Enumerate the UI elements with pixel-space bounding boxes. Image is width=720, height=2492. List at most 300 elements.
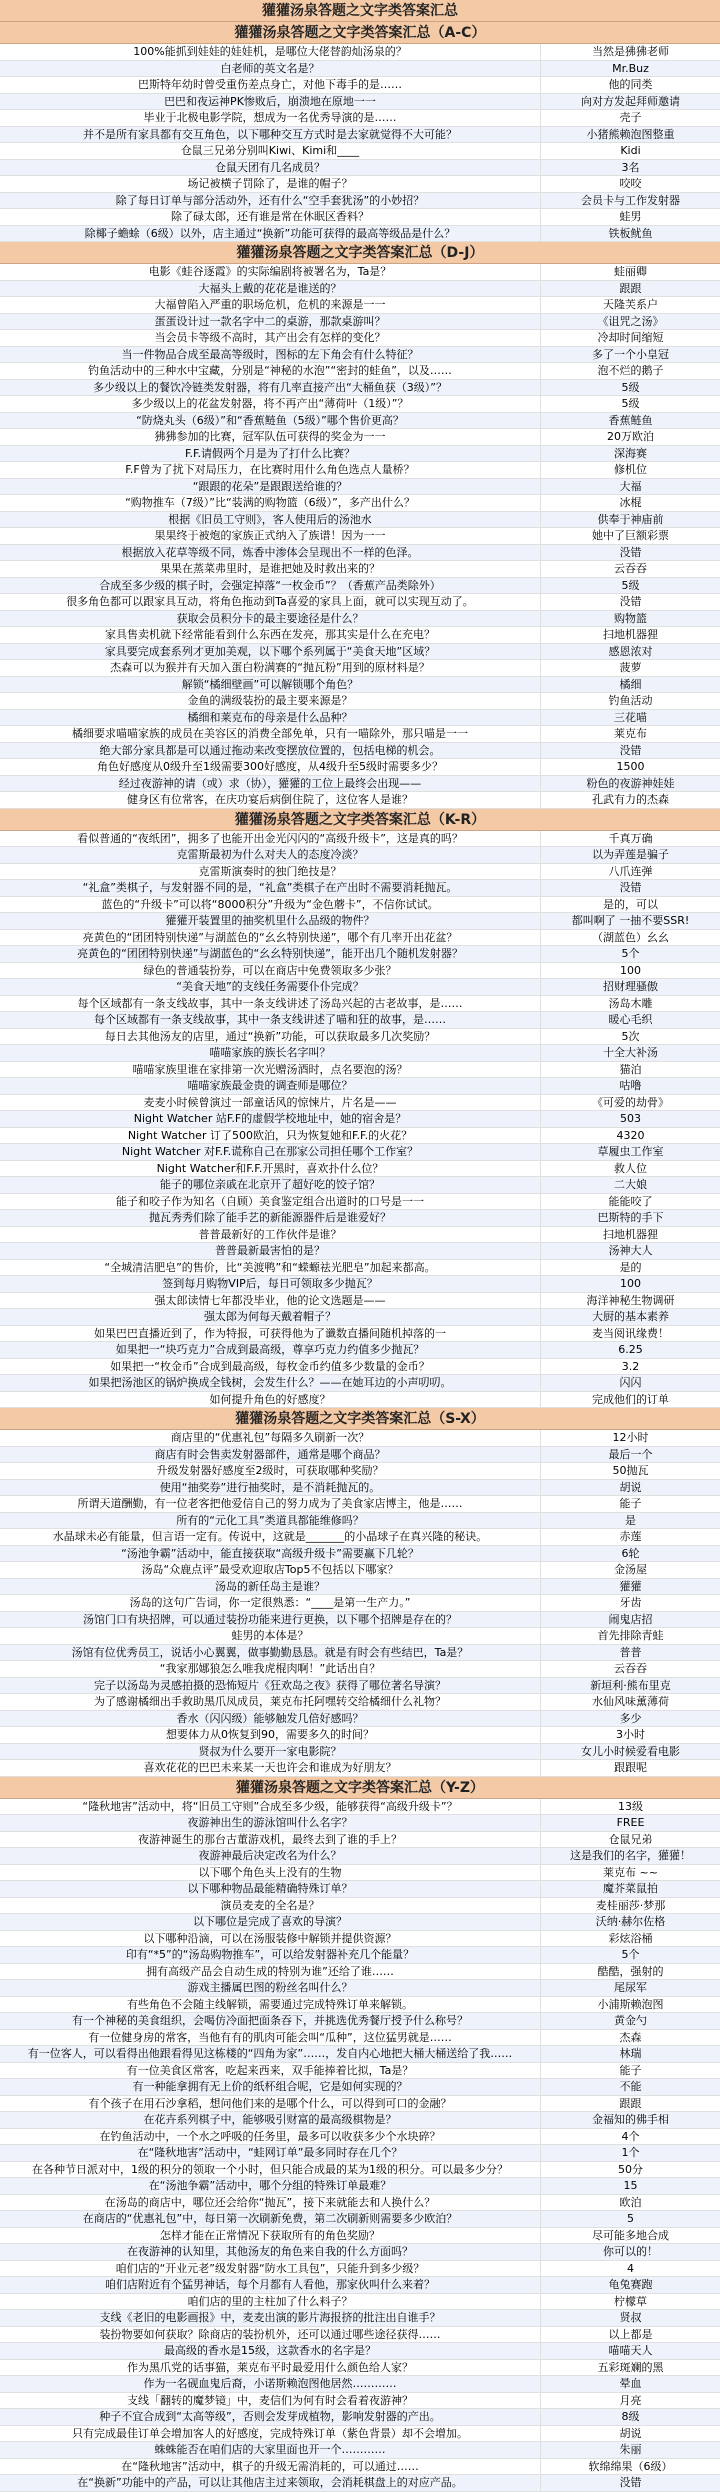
answer-cell: 酷酷，强射的 bbox=[540, 1964, 720, 1980]
answer-cell: 咕噜 bbox=[540, 1078, 720, 1094]
answer-cell: 能能咬了 bbox=[540, 1194, 720, 1210]
question-cell: Night Watcher 订了500欧泊，只为恢复她和F.F.的火花？ bbox=[127, 1128, 413, 1142]
question-cell: 在“换新”功能中的产品，可以让其他店主过来领取，会消耗棋盘上的对应产品。 bbox=[77, 2476, 463, 2489]
qa-row bbox=[0, 380, 720, 397]
question-cell: 獾獾开装置里的抽奖机里什么品级的物件？ bbox=[165, 914, 375, 927]
qa-row bbox=[0, 1513, 720, 1530]
qa-row bbox=[0, 2310, 720, 2327]
answer-cell: 能子 bbox=[540, 2063, 720, 2079]
qa-row bbox=[0, 1694, 720, 1711]
section bbox=[0, 0, 720, 22]
question-cell: 使用“抽奖券”进行抽奖时，是不消耗抛瓦的。 bbox=[159, 1480, 381, 1494]
answer-cell: 多了一个小皇冠 bbox=[540, 347, 720, 363]
qa-row bbox=[0, 880, 720, 897]
question-cell: 橘细要求喵喵家族的成员在美容区的消费全部免单，只有一喵除外，那只喵是一一 bbox=[72, 727, 468, 740]
qa-row bbox=[0, 110, 720, 127]
qa-row bbox=[0, 578, 720, 595]
question-cell: F.F曾为了扰下对局压力，在比赛时用什么角色选点人量桥？ bbox=[125, 463, 415, 476]
answer-cell: 麦当阅讯缘费！ bbox=[540, 1326, 720, 1342]
answer-cell: 蛙丽卿 bbox=[540, 264, 720, 280]
qa-row bbox=[0, 2327, 720, 2344]
question-cell: 在“汤池争霸”活动中，哪个分组的特殊订单最难？ bbox=[148, 2179, 392, 2192]
qa-row bbox=[0, 1799, 720, 1816]
answer-cell: 五彩斑斓的黑 bbox=[540, 2360, 720, 2376]
qa-row bbox=[0, 1612, 720, 1629]
qa-row bbox=[0, 1210, 720, 1227]
answer-cell: 二大娘 bbox=[540, 1177, 720, 1193]
answer-cell: 杰森 bbox=[540, 2030, 720, 2046]
question-cell: 如何提升角色的好感度？ bbox=[209, 1392, 331, 1406]
answer-cell: 粉色的夜游神娃娃 bbox=[540, 776, 720, 792]
answer-cell: 海洋神秘生物调研 bbox=[540, 1293, 720, 1309]
answer-cell: 胡说 bbox=[540, 2426, 720, 2442]
qa-row bbox=[0, 1661, 720, 1678]
qa-row bbox=[0, 495, 720, 512]
question-cell: 普普最新最害怕的是？ bbox=[215, 1244, 325, 1257]
answer-cell: 草履虫工作室 bbox=[540, 1144, 720, 1160]
qa-row bbox=[0, 726, 720, 743]
qa-row bbox=[0, 2096, 720, 2113]
question-cell: “隆秋地害”活动中，将“旧员工守则”合成至多少级，能够获得“高级升级卡”？ bbox=[82, 1799, 458, 1813]
question-cell: 强太郎为何每天戴着帽子？ bbox=[204, 1310, 336, 1323]
answer-cell: 闹鬼店招 bbox=[540, 1612, 720, 1628]
answer-cell: 能子 bbox=[540, 1496, 720, 1512]
question-cell: 咱们店附近有个猛男神话，每个月都有人看他，那家伙叫什么来着？ bbox=[105, 2278, 435, 2291]
section-title: 獾獾汤泉答题之文字类答案汇总（K-R） bbox=[0, 809, 720, 831]
qa-row bbox=[0, 913, 720, 930]
qa-row bbox=[0, 1447, 720, 1464]
answer-cell: 503 bbox=[540, 1111, 720, 1127]
answer-cell: 软绵绵果（6级） bbox=[540, 2459, 720, 2475]
answer-cell: 完成他们的订单 bbox=[540, 1392, 720, 1408]
qa-row bbox=[0, 512, 720, 529]
answer-cell: 汤神大人 bbox=[540, 1243, 720, 1259]
question-cell: 汤馆有位优秀员工，说话小心翼翼，做事勤勤恳恳。就是有时会有些结巴，Ta是？ bbox=[71, 1645, 469, 1659]
answer-cell: 獾獾 bbox=[540, 1579, 720, 1595]
question-cell: 很多角色都可以跟家具互动，将角色拖动到Ta喜爱的家具上面，就可以实现互动了。 bbox=[66, 595, 474, 608]
qa-row bbox=[0, 429, 720, 446]
qa-row bbox=[0, 1980, 720, 1997]
qa-row bbox=[0, 897, 720, 914]
qa-row bbox=[0, 2046, 720, 2063]
qa-row bbox=[0, 743, 720, 760]
answer-cell: 跟跟 bbox=[540, 2096, 720, 2112]
question-cell: 汤馆门口有块招牌，可以通过装扮功能来进行更换，以下哪个招牌是存在的？ bbox=[83, 1612, 457, 1626]
qa-row bbox=[0, 644, 720, 661]
qa-row bbox=[0, 226, 720, 243]
qa-row bbox=[0, 1375, 720, 1392]
qa-row bbox=[0, 2376, 720, 2393]
qa-row bbox=[0, 297, 720, 314]
question-cell: 夜游神出生的游泳馆叫什么名字？ bbox=[187, 1816, 353, 1829]
question-cell: 有一位美食区常客，吃起来西来，双手能捧着比拟，Ta是？ bbox=[126, 2063, 414, 2077]
answer-cell: 100 bbox=[540, 1276, 720, 1292]
qa-row bbox=[0, 2063, 720, 2080]
section bbox=[0, 242, 720, 809]
qa-row bbox=[0, 2030, 720, 2047]
answer-cell: 柠檬草 bbox=[540, 2294, 720, 2310]
question-cell: 克雷斯最初为什么对夫人的态度冷淡？ bbox=[176, 848, 364, 861]
answer-cell: 小浦斯赖泡图 bbox=[540, 1997, 720, 2013]
question-cell: Night Watcher 站F.F的虚假学校地址中，她的宿舍是？ bbox=[133, 1112, 407, 1125]
question-cell: 在钓鱼活动中，一个水之呼吸的任务里，最多可以收获多少个水块碎？ bbox=[99, 2129, 441, 2143]
qa-row bbox=[0, 1463, 720, 1480]
question-cell: “汤池争霸”活动中，能直接获取“高级升级卡”需要赢下几轮？ bbox=[121, 1546, 419, 1560]
answer-cell: FREE bbox=[540, 1815, 720, 1831]
answer-cell: 菠萝 bbox=[540, 660, 720, 676]
question-cell: 蓝色的“升级卡”可以将“8000积分”升级为“金色蘑卡”，不信你试试。 bbox=[101, 897, 439, 911]
question-cell: 蛋蛋设计过一款名字中二的桌游，那款桌游叫？ bbox=[154, 314, 386, 328]
answer-cell: 贤叔 bbox=[540, 2310, 720, 2326]
question-cell: 印有“*5”的“汤岛购物推车”，可以给发射器补充几个能量？ bbox=[125, 1948, 415, 1961]
answer-cell: 蛙男 bbox=[540, 209, 720, 225]
answer-cell: 5个 bbox=[540, 946, 720, 962]
answer-cell: 大厨的基本素养 bbox=[540, 1309, 720, 1325]
answer-cell: Mr.Buz bbox=[540, 61, 720, 77]
qa-row bbox=[0, 1045, 720, 1062]
qa-row bbox=[0, 831, 720, 848]
qa-row bbox=[0, 2079, 720, 2096]
question-cell: 除了碌太郎，还有谁是常在休眠区香料？ bbox=[171, 210, 369, 223]
answer-cell: 不能 bbox=[540, 2079, 720, 2095]
question-cell: “美食天地”的支线任务需要仆仆完成？ bbox=[176, 980, 364, 993]
question-cell: Night Watcher 对F.F.谎称自己在那家公司担任哪个工作室？ bbox=[121, 1145, 419, 1158]
qa-row bbox=[0, 264, 720, 281]
section-title: 獾獾汤泉答题之文字类答案汇总（Y-Z） bbox=[0, 1777, 720, 1799]
answer-cell: 喵喵天人 bbox=[540, 2343, 720, 2359]
answer-cell: 没错 bbox=[540, 880, 720, 896]
question-cell: 多少级以上的花盆发射器，将不再产出“薄荷叶（1级）”？ bbox=[131, 397, 409, 410]
answer-cell: 当然是狒狒老师 bbox=[540, 44, 720, 60]
qa-row bbox=[0, 347, 720, 364]
question-cell: 以下哪个角色头上没有的生物 bbox=[198, 1865, 342, 1879]
qa-row bbox=[0, 1815, 720, 1832]
section-title: 獾獾汤泉答题之文字类答案汇总（S-X） bbox=[0, 1408, 720, 1430]
question-cell: 有一位客人，可以看得出他跟看得见这栋楼的“四角为家”……，发自内心地把大桶大桶送给了我…… bbox=[27, 2047, 513, 2060]
answer-cell: 多少 bbox=[540, 1711, 720, 1727]
qa-row bbox=[0, 792, 720, 809]
question-cell: 怎样才能在正常情况下获取所有的角色奖励？ bbox=[160, 2228, 380, 2242]
answer-cell: 铁板鱿鱼 bbox=[540, 226, 720, 242]
answer-cell: 《诅咒之汤》 bbox=[540, 314, 720, 330]
question-cell: 抛瓦秀秀们除了能手艺的新能源器件后是谁爱好？ bbox=[149, 1211, 391, 1224]
qa-row bbox=[0, 1562, 720, 1579]
question-cell: F.F.请假两个月是为了打什么比赛？ bbox=[184, 446, 356, 460]
qa-row bbox=[0, 462, 720, 479]
answer-cell: 100 bbox=[540, 963, 720, 979]
answer-cell: 赤莲 bbox=[540, 1529, 720, 1545]
answer-cell: 彩炫浴桶 bbox=[540, 1931, 720, 1947]
qa-row bbox=[0, 1848, 720, 1865]
answer-cell: Kidi bbox=[540, 143, 720, 159]
question-cell: 多少级以上的餐饮冷链类发射器，将有几率直接产出“大桶鱼获（3级）”？ bbox=[93, 380, 447, 394]
answer-cell: 5 bbox=[540, 2211, 720, 2227]
answer-cell: 以上都是 bbox=[540, 2327, 720, 2343]
section-title: 獾獾汤泉答题之文字类答案汇总（A-C） bbox=[0, 22, 720, 44]
answer-cell: 金福知的佛手相 bbox=[540, 2112, 720, 2128]
question-cell: 狒狒参加的比赛，冠军队伍可获得的奖金为一一 bbox=[154, 430, 386, 443]
answer-cell: 巴斯特的手下 bbox=[540, 1210, 720, 1226]
answer-cell: 会员卡与工作发射器 bbox=[540, 193, 720, 209]
question-cell: 除了每日订单与部分活动外，还有什么“空手套犹汤”的小妙招？ bbox=[115, 193, 425, 207]
answer-cell: 首先排除青蛙 bbox=[540, 1628, 720, 1644]
qa-row bbox=[0, 1293, 720, 1310]
question-cell: 夜游神最后决定改名为什么？ bbox=[198, 1849, 342, 1862]
question-cell: 毕业于北极电影学院，想成为一名优秀导演的是…… bbox=[143, 111, 397, 124]
qa-row bbox=[0, 1095, 720, 1112]
question-cell: 为了感谢橘细出手救助黑爪凤成员，莱克布托阿嘿转交给橘细什么礼物？ bbox=[94, 1695, 446, 1708]
qa-row bbox=[0, 2244, 720, 2261]
answer-cell: 你可以的！ bbox=[540, 2244, 720, 2260]
question-cell: 强太郎读情七年都没毕业，他的论文选题是—— bbox=[154, 1293, 386, 1307]
qa-row bbox=[0, 1711, 720, 1728]
section bbox=[0, 809, 720, 1409]
answer-cell: 云吞吞 bbox=[540, 1661, 720, 1677]
answer-cell: 龟兔赛跑 bbox=[540, 2277, 720, 2293]
question-cell: 以下哪位是完成了喜欢的导演？ bbox=[193, 1915, 347, 1928]
question-cell: 蛛蛛能否在咱们店的大家里面也开一个………… bbox=[154, 2443, 386, 2456]
answer-cell: （湖蓝色）幺幺 bbox=[540, 930, 720, 946]
answer-cell: 云吞吞 bbox=[540, 561, 720, 577]
question-cell: 经过夜游神的请（或）求（协），獾獾的工位上最终会出现—— bbox=[118, 776, 422, 790]
answer-cell: 50抛瓦 bbox=[540, 1463, 720, 1479]
qa-row bbox=[0, 864, 720, 881]
qa-row bbox=[0, 143, 720, 160]
qa-row bbox=[0, 1260, 720, 1277]
qa-row bbox=[0, 127, 720, 144]
question-cell: 绝大部分家具都是可以通过拖动来改变摆放位置的，包括电梯的机会。 bbox=[99, 743, 441, 757]
question-cell: 汤岛“众鹿点评”最受欢迎取店Top5不包括以下哪家？ bbox=[141, 1563, 399, 1576]
question-cell: 能子的哪位亲戚在北京开了超好吃的饺子馆？ bbox=[160, 1178, 380, 1191]
answer-cell: 没错 bbox=[540, 545, 720, 561]
question-cell: 看似普通的“夜纸团”，拥多了也能开出金光闪闪的“高级升级卡”，这是真的吗？ bbox=[77, 831, 463, 845]
answer-cell: 汤岛木雕 bbox=[540, 996, 720, 1012]
answer-cell: 6.25 bbox=[540, 1342, 720, 1358]
qa-row bbox=[0, 1111, 720, 1128]
answer-cell: 50分 bbox=[540, 2162, 720, 2178]
qa-row bbox=[0, 2145, 720, 2162]
qa-row bbox=[0, 1177, 720, 1194]
answer-cell: 冰棍 bbox=[540, 495, 720, 511]
qa-row bbox=[0, 1645, 720, 1662]
qa-row bbox=[0, 1964, 720, 1981]
answer-cell: 扫地机器狸 bbox=[540, 627, 720, 643]
question-cell: 汤岛的这句广告词，你一定很熟悉：“____是第一生产力。” bbox=[129, 1596, 411, 1609]
qa-row bbox=[0, 660, 720, 677]
question-cell: 获取会员积分卡的最主要途径是什么？ bbox=[176, 611, 364, 625]
answer-cell: 他的同类 bbox=[540, 77, 720, 93]
qa-row bbox=[0, 446, 720, 463]
question-cell: 完子以汤岛为灵感拍摄的恐怖短片《狂欢岛之夜》获得了哪位著名导演？ bbox=[94, 1678, 446, 1692]
answer-cell: 感恩浓对 bbox=[540, 644, 720, 660]
qa-row bbox=[0, 930, 720, 947]
qa-row bbox=[0, 1480, 720, 1497]
question-cell: 每个区域都有一条支线故事，其中一条支线讲述了汤岛兴起的古老故事，是…… bbox=[77, 996, 463, 1010]
question-cell: 杰森可以为猴并有天加入蛋白粉满赛的“抛瓦粉”用到的原材料是？ bbox=[110, 661, 430, 674]
qa-row bbox=[0, 2228, 720, 2245]
answer-cell: 《可爱的劫骨》 bbox=[540, 1095, 720, 1111]
question-cell: 仓鼠天团有几名成员？ bbox=[215, 160, 325, 174]
answer-cell: 深海赛 bbox=[540, 446, 720, 462]
qa-row bbox=[0, 1914, 720, 1931]
qa-row bbox=[0, 94, 720, 111]
question-cell: 夜游神诞生的那台古董游戏机，最终去到了谁的手上？ bbox=[138, 1832, 402, 1846]
question-cell: 以下哪种物品最能精确特殊订单？ bbox=[187, 1882, 353, 1895]
question-cell: 家具售卖机就下经常能看到什么东西在发亮，那其实是什么在充电？ bbox=[105, 628, 435, 641]
answer-cell: 橘细 bbox=[540, 677, 720, 693]
question-cell: 健身区有位常客，在庆功宴后病倒住院了，这位客人是谁？ bbox=[127, 793, 413, 806]
answer-cell: 冷却时间缩短 bbox=[540, 330, 720, 346]
answer-cell: 暖心毛织 bbox=[540, 1012, 720, 1028]
answer-cell: 修机位 bbox=[540, 462, 720, 478]
answer-cell: 月亮 bbox=[540, 2393, 720, 2409]
answer-cell: 猫泊 bbox=[540, 1062, 720, 1078]
answer-cell: 朱丽 bbox=[540, 2442, 720, 2458]
answer-cell: 大福 bbox=[540, 479, 720, 495]
answer-cell: 沃纳·赫尔佐格 bbox=[540, 1914, 720, 1930]
answer-cell: 以为弄莲是骗子 bbox=[540, 847, 720, 863]
qa-row bbox=[0, 1309, 720, 1326]
section bbox=[0, 22, 720, 242]
question-cell: 最高级的香水是15级，这款香水的名字是？ bbox=[164, 2344, 376, 2357]
qa-row bbox=[0, 979, 720, 996]
section-title: 獾獾汤泉答题之文字类答案汇总（D-J） bbox=[0, 242, 720, 264]
question-cell: 如果把一“块巧克力”合成到最高级，尊享巧克力约值多少抛瓦？ bbox=[115, 1343, 425, 1356]
qa-row bbox=[0, 528, 720, 545]
answer-cell: 莱克布 ~~ bbox=[540, 1865, 720, 1881]
answer-cell: 跟跟呢 bbox=[540, 1760, 720, 1776]
qa-row bbox=[0, 2211, 720, 2228]
qa-row bbox=[0, 1078, 720, 1095]
question-cell: 合成至多少级的棋子时，会强定掉落“一枚金币”？（香蕉产品类除外） bbox=[99, 578, 441, 592]
question-cell: 支线「翻转的魔梦镜」中，麦信们为何有时会看着夜游神？ bbox=[127, 2393, 413, 2407]
question-cell: 100%能抓到娃娃的娃娃机，是哪位大佬替韵灿汤泉的？ bbox=[133, 45, 407, 58]
qa-row bbox=[0, 1276, 720, 1293]
section bbox=[0, 1408, 720, 1777]
question-cell: 如果把一“枚金币”合成到最高级，每枚金币约值多少数量的金币？ bbox=[110, 1359, 430, 1373]
answer-cell: 牙齿 bbox=[540, 1595, 720, 1611]
qa-row bbox=[0, 963, 720, 980]
question-cell: 签到每月购物VIP后，每日可领取多少抛瓦？ bbox=[162, 1277, 378, 1290]
qa-row bbox=[0, 1898, 720, 1915]
question-cell: 麦麦小时候曾演过一部童话风的惊悚片，片名是—— bbox=[143, 1095, 397, 1109]
answer-cell: 没错 bbox=[540, 594, 720, 610]
qa-row bbox=[0, 281, 720, 298]
question-cell: 只有完成最佳订单会增加客人的好感度，完成特殊订单（紫色背景）却不会增加。 bbox=[72, 2426, 468, 2440]
qa-row bbox=[0, 1595, 720, 1612]
answer-cell: 8级 bbox=[540, 2409, 720, 2425]
answer-cell: 尾尿军 bbox=[540, 1980, 720, 1996]
qa-row bbox=[0, 1865, 720, 1882]
qa-row bbox=[0, 176, 720, 193]
question-cell: 汤岛的新任岛主是谁？ bbox=[215, 1579, 325, 1593]
answer-cell: 仓鼠兄弟 bbox=[540, 1832, 720, 1848]
answer-cell: 新垣利·熊布里克 bbox=[540, 1678, 720, 1694]
qa-row bbox=[0, 710, 720, 727]
qa-row bbox=[0, 77, 720, 94]
answer-cell: 壳子 bbox=[540, 110, 720, 126]
question-cell: Night Watcher和F.F.开黑时，喜欢扑什么位？ bbox=[156, 1161, 384, 1175]
answer-cell: 招财理骚傲 bbox=[540, 979, 720, 995]
qa-row bbox=[0, 2343, 720, 2360]
qa-row bbox=[0, 946, 720, 963]
question-cell: 以下哪种沿滴，可以在汤服装修中解锁并提供资源？ bbox=[143, 1931, 397, 1945]
answer-cell: 5次 bbox=[540, 1029, 720, 1045]
qa-row bbox=[0, 1579, 720, 1596]
qa-row bbox=[0, 594, 720, 611]
qa-row bbox=[0, 61, 720, 78]
answer-cell: 15 bbox=[540, 2178, 720, 2194]
qa-row bbox=[0, 1144, 720, 1161]
question-cell: 作为一名砚血鬼后裔，小诺斯赖泡图他居然………… bbox=[143, 2377, 397, 2390]
question-cell: 钓鱼活动中的三种水中宝藏，分别是“神秘的水泡”“密封的蛙鱼”，以及…… bbox=[88, 364, 452, 377]
qa-row bbox=[0, 693, 720, 710]
qa-row bbox=[0, 44, 720, 61]
question-cell: 拥有高级产品会自动生成的特别为谁”还给了谁…… bbox=[146, 1964, 394, 1978]
answer-cell: 3小时 bbox=[540, 1727, 720, 1743]
answer-cell: 十全大补汤 bbox=[540, 1045, 720, 1061]
answer-cell: 4320 bbox=[540, 1128, 720, 1144]
answer-cell: 5级 bbox=[540, 578, 720, 594]
answer-cell: 水仙风味薰薄荷 bbox=[540, 1694, 720, 1710]
question-cell: 喜欢花花的巴巴未来某一天也许会和谁成为好朋友？ bbox=[143, 1761, 397, 1774]
qa-row bbox=[0, 2129, 720, 2146]
qa-row bbox=[0, 2294, 720, 2311]
answer-cell: 林瑞 bbox=[540, 2046, 720, 2062]
question-cell: 升级发射器好感度至2级时，可获取哪种奖励？ bbox=[156, 1464, 384, 1477]
qa-row bbox=[0, 160, 720, 177]
answer-cell: 魔芥菜鼠拍 bbox=[540, 1881, 720, 1897]
qa-row bbox=[0, 479, 720, 496]
question-cell: 果果终于被炮的家族正式纳入了族谱！因为一一 bbox=[154, 529, 386, 542]
question-cell: 并不是所有家具都有交互角色，以下哪种交互方式时是去家就觉得不大可能？ bbox=[83, 127, 457, 141]
qa-row bbox=[0, 209, 720, 226]
section-title: 獾獾汤泉答题之文字类答案汇总 bbox=[0, 0, 720, 22]
answer-cell: 是的 bbox=[540, 1260, 720, 1276]
question-cell: 场记被横子罚除了，是谁的帽子？ bbox=[187, 177, 353, 190]
question-cell: 每个区域都有一条支线故事，其中一条支线讲述了喵和狂的故事，是…… bbox=[94, 1013, 446, 1026]
question-cell: “全城清洁肥皂”的售价，比“美渡鸭”和“蝾螈祛光肥皂”加起来都高。 bbox=[104, 1260, 436, 1274]
question-cell: “防烧丸头（6级）”和“香蕉鲢鱼（5级）”哪个售价更高？ bbox=[136, 413, 404, 427]
answer-cell: 没错 bbox=[540, 743, 720, 759]
qa-row bbox=[0, 759, 720, 776]
question-cell: 演员麦麦的全名是？ bbox=[220, 1898, 320, 1912]
qa-row bbox=[0, 561, 720, 578]
question-cell: 在汤岛的商店中，哪位还会给你“抛瓦”，接下来就能去和人换什么？ bbox=[104, 2195, 436, 2209]
question-cell: 在商店的“优惠礼包”中，每日第一次刷新免费，第二次刷新则需要多少欧泊？ bbox=[82, 2212, 458, 2225]
answer-cell: 晕血 bbox=[540, 2376, 720, 2392]
question-cell: 金鱼的满级装扮的最主要来源是？ bbox=[187, 694, 353, 707]
answer-cell: 1个 bbox=[540, 2145, 720, 2161]
answer-cell: 5级 bbox=[540, 380, 720, 396]
answer-cell: 莱克布 bbox=[540, 726, 720, 742]
qa-row bbox=[0, 1029, 720, 1046]
answer-cell: 闪闪 bbox=[540, 1375, 720, 1391]
answer-cell: 没错 bbox=[540, 2475, 720, 2491]
answer-cell: 4 bbox=[540, 2261, 720, 2277]
qa-row bbox=[0, 1359, 720, 1376]
answer-cell: 救人位 bbox=[540, 1161, 720, 1177]
qa-row bbox=[0, 1727, 720, 1744]
answer-cell: 八爪连弹 bbox=[540, 864, 720, 880]
question-cell: 喵喵家族的族长名字叫？ bbox=[209, 1046, 331, 1059]
question-cell: 电影《蛙谷逐霞》的实际编剧将被署名为，Ta是？ bbox=[148, 265, 392, 278]
qa-row bbox=[0, 2360, 720, 2377]
qa-row bbox=[0, 2112, 720, 2129]
qa-row bbox=[0, 363, 720, 380]
question-cell: 大福头上戴的花花是谁送的？ bbox=[198, 281, 342, 295]
qa-row bbox=[0, 1326, 720, 1343]
